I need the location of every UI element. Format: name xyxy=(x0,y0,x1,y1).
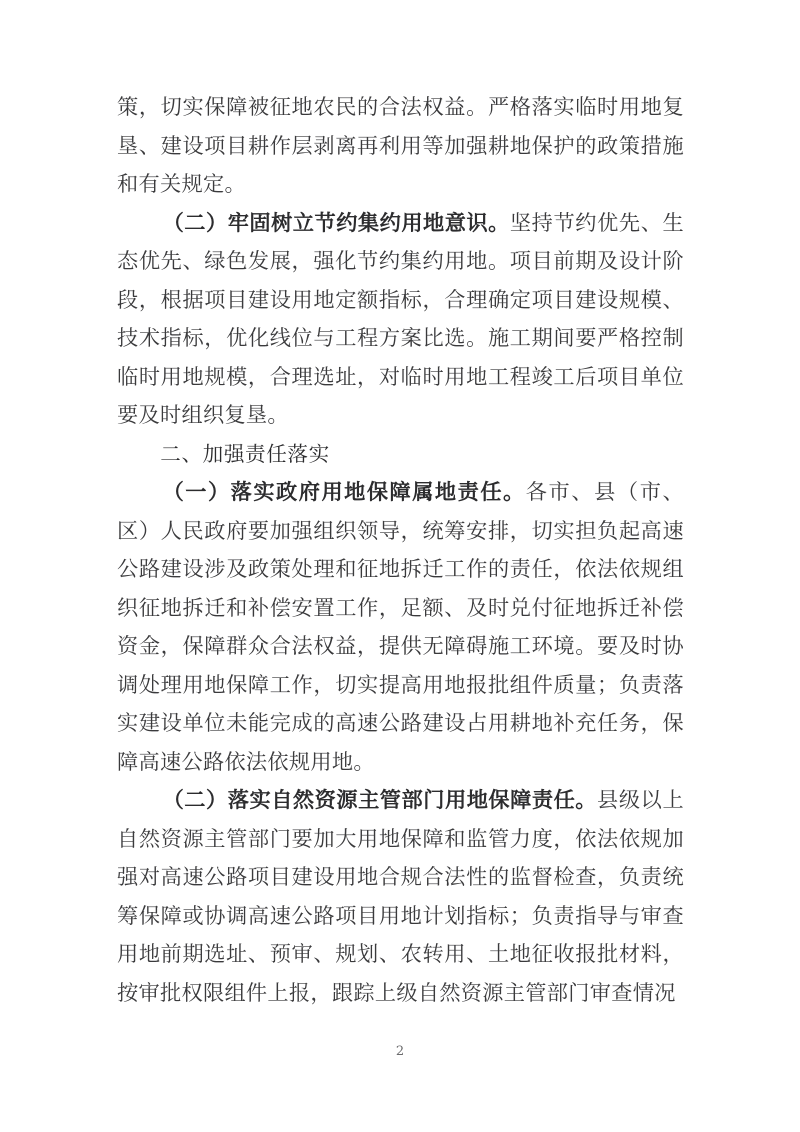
paragraph-continued-top xyxy=(117,88,684,204)
text-column xyxy=(117,88,684,1012)
subsection-lead-in: （二）牢固树立节约集约用地意识。 xyxy=(162,209,510,235)
paragraph-section2-item2 xyxy=(117,781,684,1012)
subsection-lead-in: （二）落实自然资源主管部门用地保障责任。 xyxy=(162,787,598,812)
subsection-lead-in: （一）落实政府用地保障属地责任。 xyxy=(162,479,526,504)
paragraph-body-text: 策，切实保障被征地农民的合法权益。严格落实临时用地复垦、建设项目耕作层剥离再利用等加强耕地保护的政策措施和有关规定。 xyxy=(117,94,684,196)
page-number: 2 xyxy=(395,1044,405,1059)
paragraph-section2-item1 xyxy=(117,473,684,781)
paragraph-body-text: 坚持节约优先、生态优先、绿色发展，强化节约集约用地。项目前期及设计阶段，根据项目建设用地定额指标，合理确定项目建设规模、技术指标，优化线位与工程方案比选。施工期间要严格控制临时用地规模，合理选址，对临时用地工程竣工后项目单位要及时组织复垦。 xyxy=(117,209,685,427)
paragraph-section1-item2 xyxy=(117,204,684,435)
paragraph-body-text: 各市、县（市、区）人民政府要加强组织领导，统筹安排，切实担负起高速公路建设涉及政策处理和征地拆迁工作的责任，依法依规组织征地拆迁和补偿安置工作，足额、及时兑付征地拆迁补偿资金，保障群众合法权益，提供无障碍施工环境。要及时协调处理用地保障工作，切实提高用地报批组件质量；负责落实建设单位未能完成的高速公路建设占用耕地补充任务，保障高速公路依法依规用地。 xyxy=(117,479,685,774)
section-heading-2: 二、加强责任落实 xyxy=(160,441,330,466)
paragraph-body-text: 县级以上自然资源主管部门要加大用地保障和监管力度，依法依规加强对高速公路项目建设用地合规合法性的监督检查，负责统筹保障或协调高速公路项目用地计划指标；负责指导与审查用地前期选址、预审、规划、农转用、土地征收报批材料，按审批权限组件上报，跟踪上级自然资源主管部门审查情况 xyxy=(117,787,684,1005)
